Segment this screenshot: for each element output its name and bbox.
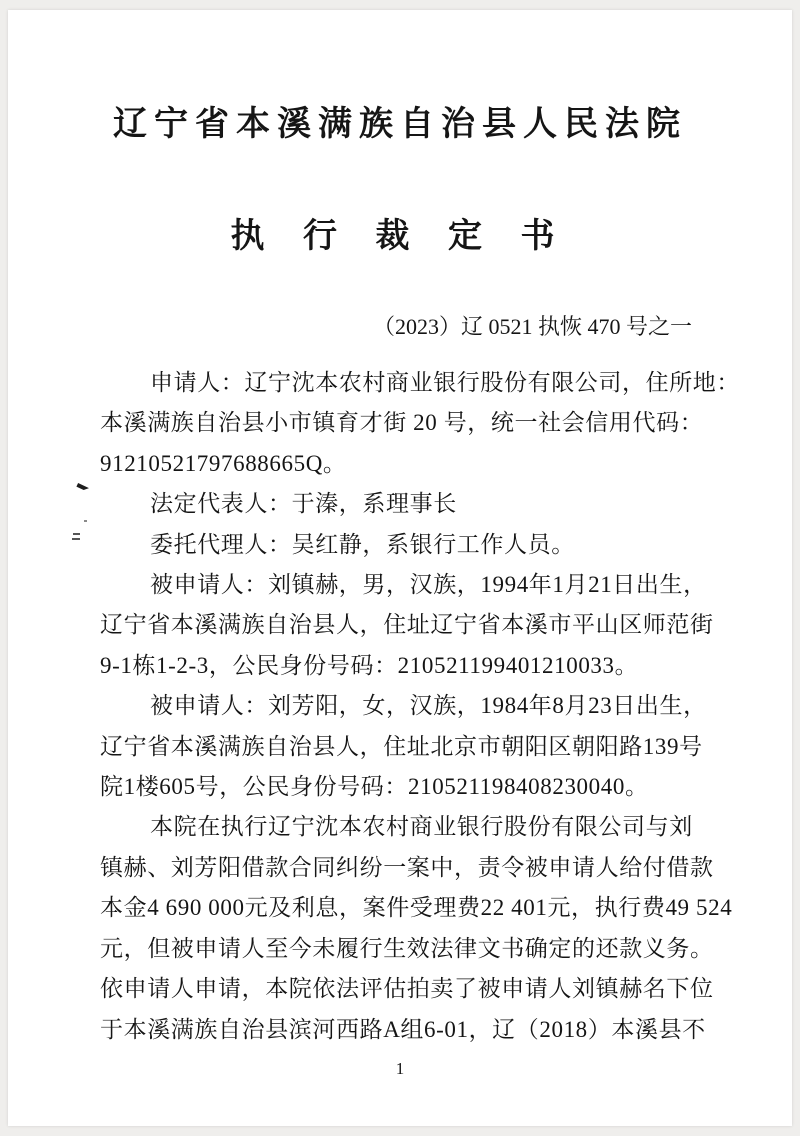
body-line: 元，但被申请人至今未履行生效法律文书确定的还款义务。 (100, 935, 714, 961)
body-line: 本溪满族自治县小市镇育才街 20 号，统一社会信用代码： (100, 410, 704, 436)
body-line: 镇赫、刘芳阳借款合同纠纷一案中，责令被申请人给付借款 (100, 854, 714, 880)
body-line: 被申请人：刘芳阳，女，汉族，1984年8月23日出生， (150, 693, 707, 719)
body-line: 被申请人：刘镇赫，男，汉族，1994年1月21日出生， (150, 572, 707, 598)
scan-artifact-dash (72, 538, 80, 540)
body-line: 依申请人申请，本院依法评估拍卖了被申请人刘镇赫名下位 (100, 976, 714, 1002)
page-number: 1 (395, 1058, 405, 1078)
document-title: 执 行 裁 定 书 (230, 218, 570, 255)
body-line: 9-1栋1-2-3，公民身份号码：210521199401210033。 (100, 652, 639, 678)
body-line: 法定代表人：于溱，系理事长 (150, 491, 457, 517)
body-line: 院1楼605号，公民身份号码：210521198408230040。 (100, 774, 649, 800)
case-number: （2023）辽 0521 执恢 470 号之一 (372, 314, 692, 339)
body-line: 委托代理人：吴红静，系银行工作人员。 (150, 531, 575, 557)
body-line: 辽宁省本溪满族自治县人，住址辽宁省本溪市平山区师范街 (100, 612, 714, 638)
document-page (8, 10, 792, 1126)
document-body (8, 363, 792, 1050)
body-line: 于本溪满族自治县滨河西路A组6-01，辽（2018）本溪县不 (100, 1016, 706, 1042)
body-line: 申请人：辽宁沈本农村商业银行股份有限公司，住所地： (150, 370, 740, 395)
body-line: 辽宁省本溪满族自治县人，住址北京市朝阳区朝阳路139号 (100, 733, 703, 759)
body-line: 91210521797688665Q。 (100, 450, 347, 476)
scan-artifact-dot (84, 520, 87, 522)
court-name-title: 辽宁省本溪满族自治县人民法院 (113, 106, 687, 143)
body-line: 本金4 690 000元及利息，案件受理费22 401元，执行费49 524 (100, 895, 733, 921)
scan-artifact-dash (73, 533, 80, 535)
body-line: 本院在执行辽宁沈本农村商业银行股份有限公司与刘 (150, 814, 693, 840)
